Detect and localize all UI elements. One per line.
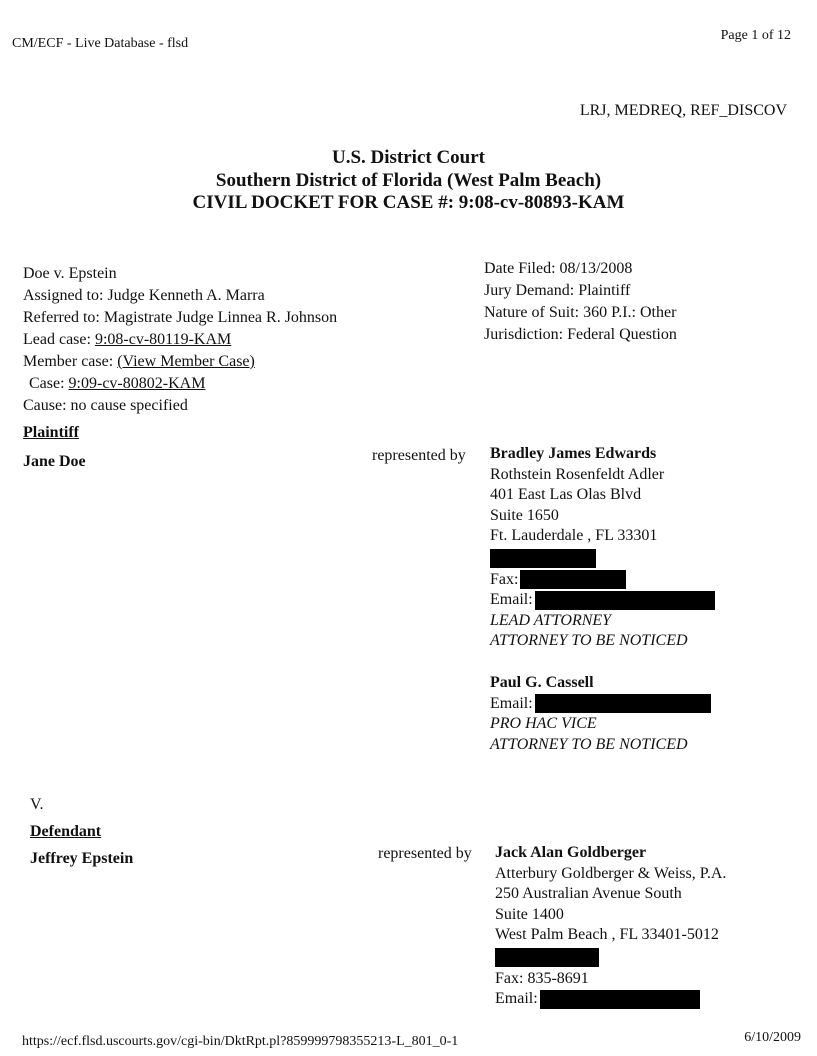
redacted-email xyxy=(535,591,715,610)
attorney-name: Jack Alan Goldberger xyxy=(495,844,647,861)
case-info xyxy=(23,263,337,417)
attorney-firm: Atterbury Goldberger & Weiss, P.A. xyxy=(495,864,727,882)
member-case-label: Member case: xyxy=(23,353,118,370)
plaintiff-name: Jane Doe xyxy=(23,453,86,470)
defendant-section-heading: Defendant xyxy=(30,823,102,840)
plaintiff-represented-by: represented by xyxy=(372,447,466,464)
footer-url[interactable]: https://ecf.flsd.uscourts.gov/cgi-bin/DktRpt.pl?859999798355213-L_801_0-1 xyxy=(22,1034,459,1049)
footer-date: 6/10/2009 xyxy=(744,1030,801,1045)
attorney-address-line1: 401 East Las Olas Blvd xyxy=(490,486,642,503)
defendant-name: Jeffrey Epstein xyxy=(30,850,134,867)
plaintiff-section-heading: Plaintiff xyxy=(23,424,79,441)
jury-demand: Jury Demand: Plaintiff xyxy=(484,282,631,299)
court-name: U.S. District Court xyxy=(331,147,486,168)
attorney-address-line2: Suite 1650 xyxy=(490,506,559,524)
attorney-email-line xyxy=(490,694,711,715)
attorney-address-line1: 250 Australian Avenue South xyxy=(495,885,682,902)
jurisdiction: Jurisdiction: Federal Question xyxy=(484,326,677,343)
attorney-role-notice: ATTORNEY TO BE NOTICED xyxy=(490,735,688,753)
referred-judge: Referred to: Magistrate Judge Linnea R. Johnson xyxy=(23,309,338,326)
attorney-fax-line xyxy=(490,570,715,591)
docket-title: CIVIL DOCKET FOR CASE #: 9:08-cv-80893-KAM xyxy=(192,192,625,213)
email-label: Email: xyxy=(490,591,533,608)
redacted-email xyxy=(540,990,700,1009)
related-case-link[interactable]: 9:09-cv-80802-KAM xyxy=(68,375,206,392)
related-case-label: Case: xyxy=(29,375,69,392)
lead-case-link[interactable]: 9:08-cv-80119-KAM xyxy=(94,331,232,348)
member-case-line xyxy=(23,351,337,373)
redacted-phone xyxy=(490,549,596,568)
attorney-role-lead: LEAD ATTORNEY xyxy=(490,611,612,629)
attorney-city: Ft. Lauderdale , FL 33301 xyxy=(490,527,658,544)
nature-of-suit: Nature of Suit: 360 P.I.: Other xyxy=(484,304,677,321)
attorney-firm: Rothstein Rosenfeldt Adler xyxy=(490,465,665,483)
lead-case-label: Lead case: xyxy=(23,331,95,348)
date-filed: Date Filed: 08/13/2008 xyxy=(484,260,633,277)
case-caption: Doe v. Epstein xyxy=(23,265,117,282)
district-name: Southern District of Florida (West Palm Beach) xyxy=(215,170,602,191)
attorney-role-pro-hac-vice: PRO HAC VICE xyxy=(490,715,597,732)
attorney-block-goldberger xyxy=(495,843,726,1010)
redacted-email xyxy=(535,694,711,713)
page-number: Page 1 of 12 xyxy=(720,28,791,43)
versus: V. xyxy=(30,796,44,813)
header-source: CM/ECF - Live Database - flsd xyxy=(12,36,189,51)
filing-info xyxy=(484,258,677,346)
lead-case-line xyxy=(23,329,337,351)
email-label: Email: xyxy=(495,990,538,1007)
defendant-represented-by: represented by xyxy=(378,845,472,862)
attorney-address-line2: Suite 1400 xyxy=(495,905,564,923)
attorney-name: Bradley James Edwards xyxy=(490,445,657,462)
case-flags: LRJ, MEDREQ, REF_DISCOV xyxy=(579,102,787,119)
attorney-email-line xyxy=(490,590,715,611)
attorney-block-edwards xyxy=(490,444,715,652)
attorney-fax: Fax: 835-8691 xyxy=(495,969,589,987)
assigned-judge: Assigned to: Judge Kenneth A. Marra xyxy=(23,287,265,304)
case-cause: Cause: no cause specified xyxy=(23,397,188,414)
attorney-email-line xyxy=(495,989,726,1010)
attorney-city: West Palm Beach , FL 33401-5012 xyxy=(495,926,719,943)
attorney-block-cassell xyxy=(490,673,711,755)
attorney-name: Paul G. Cassell xyxy=(490,674,594,691)
email-label: Email: xyxy=(490,694,533,712)
redacted-fax xyxy=(520,570,626,589)
attorney-role-notice: ATTORNEY TO BE NOTICED xyxy=(490,632,688,649)
related-case-line xyxy=(23,373,337,395)
fax-label: Fax: xyxy=(490,570,519,588)
member-case-link[interactable]: (View Member Case) xyxy=(117,353,255,370)
redacted-phone xyxy=(495,948,599,967)
